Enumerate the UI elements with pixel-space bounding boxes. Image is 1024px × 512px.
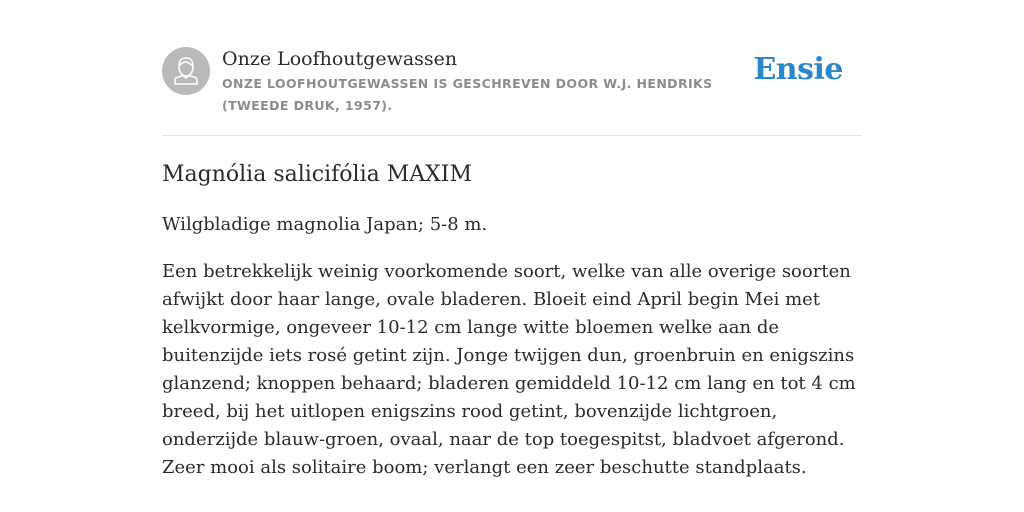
entry-body: Een betrekkelijk weinig voorkomende soort, welke van alle overige soorten afwijkt door haar lange, ovale bladeren. Bloeit eind April begin Mei met kelkvormige, ongeveer 10-12 cm lange witte bloemen welke aan de buitenzijde iets rosé getint zijn. Jonge twijgen dun, groenbruin en enigszins glanzend; knoppen behaard; bladeren gemiddeld 10-12 cm lang en tot 4 cm breed, bij het uitlopen enigszins rood getint, bovenzijde lichtgroen, onderzijde blauw-groen, ovaal, naar de top toegespitst, bladvoet afgerond. Zeer mooi als solitaire boom; verlangt een zeer beschutte standplaats. [162, 261, 856, 478]
ensie-logo[interactable]: Ensie [753, 52, 843, 87]
book-subtitle: ONZE LOOFHOUTGEWASSEN IS GESCHREVEN DOOR W.J. HENDRIKS (TWEEDE DRUK, 1957). [222, 76, 713, 113]
book-title[interactable]: Onze Loofhoutgewassen [222, 48, 458, 70]
entry-title: Magnólia salicifólia MAXIM [162, 162, 473, 187]
entry-lead: Wilgbladige magnolia Japan; 5-8 m. [162, 214, 488, 235]
entry-content [162, 160, 862, 482]
author-avatar[interactable] [162, 47, 210, 95]
user-icon [162, 47, 210, 95]
header-divider [162, 135, 862, 136]
